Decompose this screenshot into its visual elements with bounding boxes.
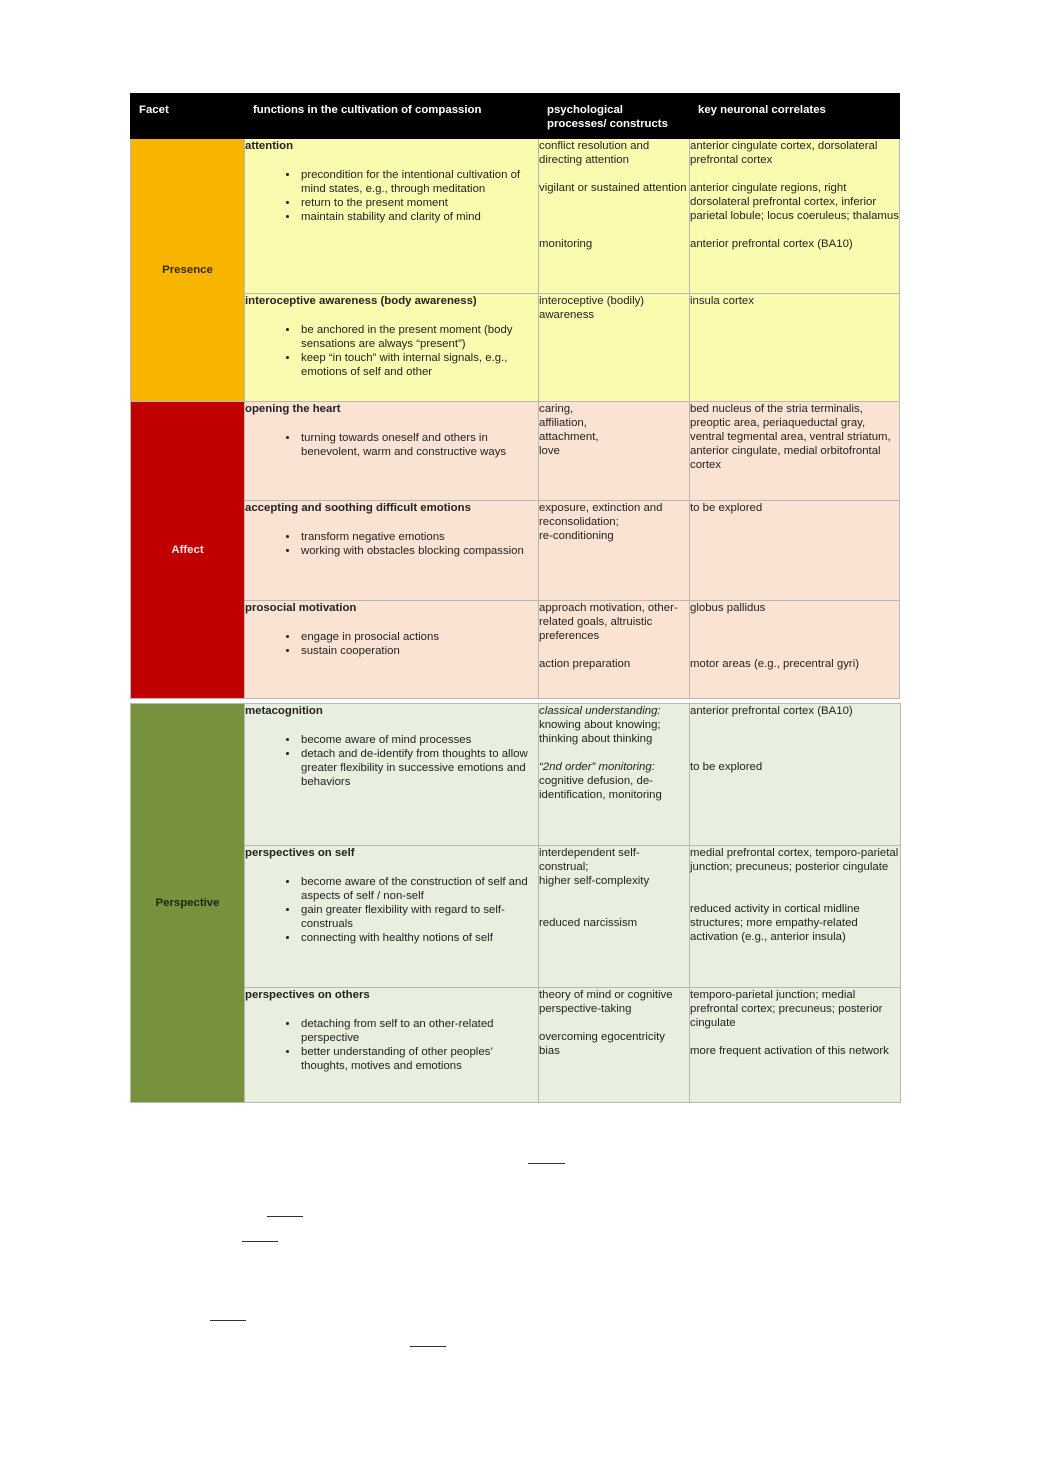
list-item: • connecting with healthy notions of self	[299, 931, 538, 945]
correlate-cell	[690, 139, 900, 294]
function-title: metacognition	[245, 705, 323, 717]
list-item: • gain greater flexibility with regard to self-construals	[299, 903, 538, 931]
compassion-facets-table-top	[130, 93, 900, 699]
list-item: • better understanding of other peoples’ thoughts, motives and emotions	[299, 1045, 538, 1073]
correlate-text: to be explored	[690, 502, 763, 514]
correlate-text: anterior cingulate regions, right dorsolateral prefrontal cortex, inferior parietal lobule; locus coeruleus; thalamus	[690, 182, 899, 222]
function-title: perspectives on self	[245, 847, 355, 859]
process-text: action preparation	[539, 658, 631, 670]
correlate-cell	[690, 988, 901, 1103]
correlate-cell	[690, 294, 900, 402]
list-item: • become aware of the construction of self and aspects of self / non-self	[299, 875, 538, 903]
correlate-cell	[690, 846, 901, 988]
header-facet: Facet	[131, 94, 245, 139]
process-text: knowing about knowing; thinking about thinking	[539, 719, 661, 745]
list-item: • keep “in touch” with internal signals, e.g., emotions of self and other	[299, 351, 538, 379]
list-item: • precondition for the intentional cultivation of mind states, e.g., through meditation	[299, 168, 538, 196]
process-italic-label: classical understanding:	[539, 705, 661, 717]
facet-presence: Presence	[131, 139, 245, 402]
list-item: • working with obstacles blocking compassion	[299, 544, 538, 558]
process-text: vigilant or sustained attention	[539, 182, 687, 194]
process-text: affiliation,	[539, 417, 587, 429]
list-item: • maintain stability and clarity of mind	[299, 210, 538, 224]
process-text: re-conditioning	[539, 530, 614, 542]
table-row	[131, 139, 900, 294]
list-item: • transform negative emotions	[299, 530, 538, 544]
correlate-text: insula cortex	[690, 295, 754, 307]
process-text: reduced narcissism	[539, 917, 638, 929]
correlate-cell	[690, 704, 901, 846]
underline-mark	[210, 1320, 246, 1321]
correlate-text: globus pallidus	[690, 602, 766, 614]
table-row	[131, 501, 900, 601]
process-text: attachment,	[539, 431, 599, 443]
underline-mark	[528, 1163, 565, 1164]
correlate-cell	[690, 402, 900, 501]
correlate-cell	[690, 501, 900, 601]
function-cell	[245, 704, 539, 846]
table-header-row	[131, 94, 900, 139]
process-text: cognitive defusion, de-identification, monitoring	[539, 775, 662, 801]
function-title: prosocial motivation	[245, 602, 357, 614]
process-text: interdependent self-construal;	[539, 847, 640, 873]
function-cell	[245, 601, 539, 699]
table-row	[131, 402, 900, 501]
function-cell	[245, 402, 539, 501]
correlate-text: to be explored	[690, 761, 763, 773]
process-cell	[539, 294, 690, 402]
process-text: conflict resolution and directing attention	[539, 140, 650, 166]
table-row	[131, 601, 900, 699]
table-row	[131, 704, 901, 846]
process-cell	[539, 402, 690, 501]
correlate-text: medial prefrontal cortex, temporo-parietal junction; precuneus; posterior cingulate	[690, 847, 899, 873]
process-text: higher self-complexity	[539, 875, 650, 887]
correlate-text: anterior prefrontal cortex (BA10)	[690, 238, 853, 250]
function-cell	[245, 846, 539, 988]
compassion-facets-table-bottom	[130, 703, 901, 1103]
list-item: • sustain cooperation	[299, 644, 538, 658]
function-title: perspectives on others	[245, 989, 370, 1001]
facet-perspective: Perspective	[131, 704, 245, 1103]
function-title: opening the heart	[245, 403, 341, 415]
function-cell	[245, 988, 539, 1103]
header-correlates: key neuronal correlates	[690, 94, 900, 139]
list-item: • return to the present moment	[299, 196, 538, 210]
table-row	[131, 846, 901, 988]
process-italic-label: “2nd order” monitoring:	[539, 761, 655, 773]
function-cell	[245, 139, 539, 294]
list-item: • be anchored in the present moment (body sensations are always “present”)	[299, 323, 538, 351]
underline-mark	[242, 1241, 278, 1242]
correlate-text: bed nucleus of the stria terminalis, preoptic area, periaqueductal gray, ventral tegmental area, ventral striatum, anterior cingulate, medial orbitofrontal cortex	[690, 403, 891, 471]
process-text: approach motivation, other-related goals, altruistic preferences	[539, 602, 678, 642]
underline-mark	[410, 1346, 446, 1347]
function-title: attention	[245, 140, 294, 152]
correlate-text: reduced activity in cortical midline structures; more empathy-related activation (e.g., anterior insula)	[690, 903, 860, 943]
process-cell	[539, 139, 690, 294]
list-item: • turning towards oneself and others in benevolent, warm and constructive ways	[299, 431, 538, 459]
process-cell	[539, 601, 690, 699]
list-item: • detach and de-identify from thoughts to allow greater flexibility in successive emotions and behaviors	[299, 747, 538, 789]
process-cell	[539, 846, 690, 988]
list-item: • detaching from self to an other-related perspective	[299, 1017, 538, 1045]
header-functions: functions in the cultivation of compassion	[245, 94, 539, 139]
process-text: theory of mind or cognitive perspective-taking	[539, 989, 673, 1015]
list-item: • engage in prosocial actions	[299, 630, 538, 644]
process-text: overcoming egocentricity bias	[539, 1031, 665, 1057]
function-title: interoceptive awareness (body awareness)	[245, 295, 477, 307]
underline-mark	[267, 1216, 303, 1217]
process-cell	[539, 988, 690, 1103]
correlate-cell	[690, 601, 900, 699]
table-row	[131, 988, 901, 1103]
facet-affect: Affect	[131, 402, 245, 699]
process-text: interoceptive (bodily) awareness	[539, 295, 645, 321]
process-text: exposure, extinction and reconsolidation;	[539, 502, 663, 528]
process-cell	[539, 704, 690, 846]
correlate-text: motor areas (e.g., precentral gyri)	[690, 658, 860, 670]
process-cell	[539, 501, 690, 601]
table-row	[131, 294, 900, 402]
correlate-text: temporo-parietal junction; medial prefrontal cortex; precuneus; posterior cingulate	[690, 989, 883, 1029]
correlate-text: anterior cingulate cortex, dorsolateral prefrontal cortex	[690, 140, 878, 166]
correlate-text: more frequent activation of this network	[690, 1045, 889, 1057]
list-item: • become aware of mind processes	[299, 733, 538, 747]
process-text: monitoring	[539, 238, 593, 250]
function-title: accepting and soothing difficult emotions	[245, 502, 471, 514]
process-text: caring,	[539, 403, 574, 415]
function-cell	[245, 294, 539, 402]
correlate-text: anterior prefrontal cortex (BA10)	[690, 705, 853, 717]
header-processes: psychological processes/ constructs	[539, 94, 690, 139]
process-text: love	[539, 445, 560, 457]
function-cell	[245, 501, 539, 601]
